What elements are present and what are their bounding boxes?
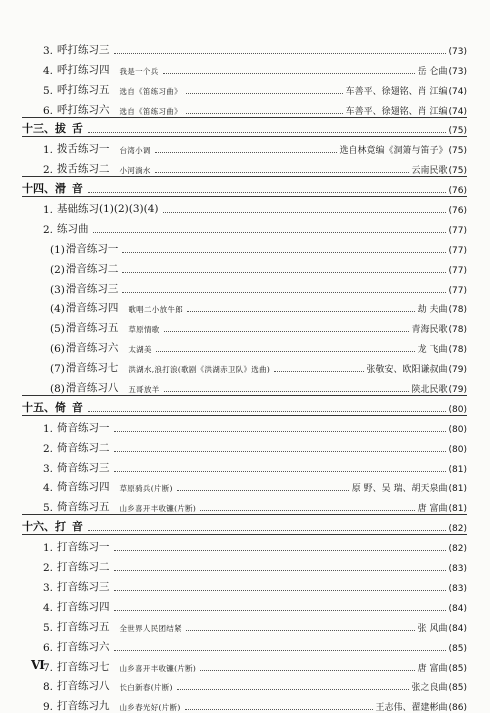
toc-entry[interactable]	[22, 674, 467, 694]
entry-number: (5)	[50, 323, 65, 336]
entry-page: (80)	[448, 424, 467, 435]
toc-entry[interactable]	[22, 136, 467, 156]
entry-number: 2.	[42, 562, 53, 575]
entry-title: 滑音练习四	[65, 302, 119, 315]
entry-page: (73)	[448, 66, 467, 77]
entry-number: 十六、	[22, 520, 55, 534]
entry-number: 6.	[42, 641, 53, 654]
toc-entry[interactable]	[22, 156, 467, 176]
entry-title: 打音练习四	[57, 600, 110, 613]
entry-title: 滑音练习七	[65, 362, 119, 375]
entry-subtitle: 山乡喜开丰收镰(片断)	[119, 504, 197, 514]
entry-number: (1)	[50, 243, 65, 256]
entry-page: (75)	[448, 126, 467, 137]
dot-leader	[200, 510, 414, 511]
entry-number: 2.	[42, 442, 53, 455]
entry-title: 打音练习五	[57, 620, 110, 633]
entry-title: 拔 舌	[55, 122, 84, 136]
entry-page: (83)	[448, 583, 467, 594]
entry-number: 3.	[42, 44, 53, 57]
entry-page: (81)	[448, 484, 467, 495]
dot-leader	[163, 73, 415, 74]
entry-title: 呼打练习六	[57, 103, 110, 116]
entry-page: (77)	[448, 225, 467, 236]
entry-page: (84)	[448, 603, 467, 614]
dot-leader	[88, 132, 446, 133]
entry-number: 4.	[42, 64, 53, 77]
toc-section[interactable]	[22, 117, 467, 137]
entry-number: 6.	[42, 104, 53, 117]
entry-subtitle: 我是一个兵	[119, 66, 159, 76]
entry-title: 滑音练习五	[65, 322, 119, 335]
entry-page: (85)	[448, 663, 467, 674]
dot-leader	[114, 550, 446, 551]
dot-leader	[164, 391, 409, 392]
entry-number: 2.	[42, 223, 53, 236]
entry-page: (80)	[448, 444, 467, 455]
entry-title: 倚音练习一	[57, 421, 110, 434]
entry-page: (79)	[448, 365, 467, 376]
entry-number: 十五、	[22, 400, 55, 414]
dot-leader	[155, 172, 409, 173]
dot-leader	[186, 630, 415, 631]
entry-subtitle: 全世界人民团结紧	[119, 623, 182, 633]
entry-page: (74)	[448, 86, 467, 97]
toc-entry[interactable]	[22, 57, 467, 77]
entry-number: 2.	[42, 164, 53, 177]
entry-credit: 王志伟、翟建彬曲	[375, 703, 448, 713]
entry-credit: 车善平、徐翅铭、肖 江编	[345, 86, 448, 97]
entry-subtitle: 山乡喜开丰收镰(片断)	[119, 663, 197, 673]
entry-number: (6)	[50, 343, 65, 356]
entry-subtitle: 歌唱二小放牛郎	[128, 305, 183, 315]
dot-leader	[114, 451, 446, 452]
entry-title: 倚音练习五	[57, 501, 110, 514]
toc-entry[interactable]	[22, 494, 467, 514]
entry-title: 呼打练习四	[57, 63, 110, 76]
toc-entry[interactable]	[22, 236, 467, 256]
dot-leader	[200, 670, 414, 671]
entry-subtitle: 五哥放羊	[128, 385, 160, 395]
dot-leader	[274, 371, 363, 372]
dot-leader	[122, 272, 445, 273]
entry-credit: 青海民歌	[411, 325, 448, 336]
entry-page: (84)	[448, 623, 467, 634]
entry-title: 打音练习二	[57, 561, 110, 574]
toc-entry[interactable]	[22, 216, 467, 236]
entry-credit: 岳 仑曲	[417, 66, 448, 77]
entry-page: (77)	[448, 285, 467, 296]
entry-number: 5.	[42, 84, 53, 97]
dot-leader	[186, 113, 343, 114]
dot-leader	[114, 590, 446, 591]
table-of-contents	[22, 37, 467, 713]
entry-page: (76)	[448, 206, 467, 217]
entry-title: 倚音练习二	[57, 441, 110, 454]
dot-leader	[114, 471, 446, 472]
entry-page: (82)	[448, 524, 467, 535]
entry-page: (81)	[448, 504, 467, 515]
entry-subtitle: 台湾小调	[119, 146, 151, 156]
entry-title: 倚音练习四	[57, 481, 110, 494]
toc-entry[interactable]	[22, 335, 467, 355]
entry-title: 呼打练习五	[57, 83, 110, 96]
dot-leader	[88, 530, 446, 531]
entry-page: (79)	[448, 385, 467, 396]
dot-leader	[122, 252, 445, 253]
toc-entry[interactable]	[22, 355, 467, 375]
entry-number: (3)	[50, 283, 65, 296]
entry-subtitle: 选自《笛练习曲》	[119, 106, 182, 116]
entry-subtitle: 洪湖水,浪打浪(歌剧《洪湖赤卫队》选曲)	[128, 365, 271, 375]
entry-number: 1.	[42, 422, 53, 435]
entry-title: 拨舌练习二	[57, 163, 110, 176]
dot-leader	[164, 331, 409, 332]
dot-leader	[88, 411, 446, 412]
entry-number: 1.	[42, 542, 53, 555]
entry-page: (83)	[448, 564, 467, 575]
toc-section[interactable]	[22, 514, 467, 534]
entry-title: 倚音练习三	[57, 461, 110, 474]
entry-title: 打音练习八	[57, 680, 110, 693]
entry-subtitle: 太湖美	[128, 345, 152, 355]
entry-credit: 唐 富曲	[417, 504, 448, 515]
entry-number: (4)	[50, 303, 65, 316]
toc-entry[interactable]	[22, 534, 467, 554]
entry-page: (81)	[448, 464, 467, 475]
entry-credit: 云南民歌	[411, 166, 448, 177]
entry-subtitle: 草原情歌	[128, 325, 160, 335]
entry-page: (77)	[448, 265, 467, 276]
dot-leader	[163, 212, 446, 213]
entry-credit: 张 风曲	[417, 623, 448, 634]
dot-leader	[88, 192, 446, 193]
entry-credit: 龙 飞曲	[417, 345, 448, 356]
entry-number: 十四、	[22, 182, 55, 196]
entry-title: 打 音	[55, 520, 84, 534]
entry-page: (76)	[448, 186, 467, 197]
entry-page: (75)	[448, 146, 467, 157]
page-number: Ⅵ	[31, 658, 44, 672]
entry-subtitle: 山乡春光好(片断)	[119, 703, 181, 713]
entry-number: 5.	[42, 502, 53, 515]
entry-title: 滑音练习八	[65, 382, 119, 395]
toc-entry[interactable]	[22, 455, 467, 475]
entry-number: 4.	[42, 601, 53, 614]
dot-leader	[155, 152, 337, 153]
dot-leader	[114, 650, 446, 651]
entry-title: 拨舌练习一	[57, 143, 110, 156]
toc-entry[interactable]	[22, 196, 467, 216]
entry-title: 滑音练习二	[65, 262, 119, 275]
toc-entry[interactable]	[22, 375, 467, 395]
entry-subtitle: 选自《笛练习曲》	[119, 86, 182, 96]
entry-title: 基础练习(1)(2)(3)(4)	[57, 203, 159, 216]
toc-entry[interactable]	[22, 415, 467, 435]
toc-entry[interactable]	[22, 296, 467, 316]
toc-entry[interactable]	[22, 37, 467, 57]
entry-title: 滑音练习一	[65, 242, 119, 255]
toc-entry[interactable]	[22, 614, 467, 634]
entry-title: 打音练习九	[57, 700, 110, 713]
entry-title: 滑音练习六	[65, 342, 119, 355]
entry-credit: 唐 富曲	[417, 663, 448, 674]
entry-subtitle: 草原骑兵(片断)	[119, 484, 173, 494]
entry-page: (85)	[448, 683, 467, 694]
entry-title: 练习曲	[57, 222, 89, 235]
entry-credit: 陕北民歌	[411, 385, 448, 396]
entry-title: 倚 音	[55, 400, 84, 414]
toc-entry[interactable]	[22, 574, 467, 594]
entry-number: (7)	[50, 363, 65, 376]
entry-number: 5.	[42, 621, 53, 634]
entry-page: (80)	[448, 404, 467, 415]
dot-leader	[186, 93, 343, 94]
entry-credit: 劫 夫曲	[417, 305, 448, 316]
dot-leader	[187, 311, 415, 312]
entry-title: 打音练习七	[57, 660, 110, 673]
entry-number: 1.	[42, 144, 53, 157]
entry-page: (78)	[448, 345, 467, 356]
entry-number: 9.	[42, 701, 53, 713]
entry-page: (82)	[448, 544, 467, 555]
entry-page: (78)	[448, 305, 467, 316]
entry-page: (77)	[448, 245, 467, 256]
entry-number: 3.	[42, 581, 53, 594]
toc-entry[interactable]	[22, 594, 467, 614]
dot-leader	[114, 431, 446, 432]
entry-page: (75)	[448, 166, 467, 177]
entry-number: (2)	[50, 263, 65, 276]
toc-section[interactable]	[22, 395, 467, 415]
dot-leader	[114, 610, 446, 611]
entry-credit: 张之良曲	[411, 683, 448, 694]
entry-title: 滑 音	[55, 182, 84, 196]
entry-credit: 选自林竟编《洞箫与笛子》	[339, 146, 448, 157]
toc-entry[interactable]	[22, 77, 467, 97]
entry-title: 滑音练习三	[65, 282, 119, 295]
entry-number: 4.	[42, 482, 53, 495]
toc-entry[interactable]	[22, 97, 467, 117]
entry-credit: 车善平、徐翅铭、肖 江编	[345, 106, 448, 117]
entry-page: (73)	[448, 46, 467, 57]
toc-entry[interactable]	[22, 654, 467, 674]
dot-leader	[177, 490, 349, 491]
toc-entry[interactable]	[22, 276, 467, 296]
entry-number: 1.	[42, 204, 53, 217]
entry-number: 十三、	[22, 122, 55, 136]
dot-leader	[114, 53, 446, 54]
entry-page: (78)	[448, 325, 467, 336]
entry-title: 打音练习一	[57, 541, 110, 554]
entry-title: 打音练习三	[57, 580, 110, 593]
entry-number: 7.	[42, 661, 53, 674]
dot-leader	[156, 351, 415, 352]
entry-title: 呼打练习三	[57, 43, 110, 56]
toc-entry[interactable]	[22, 475, 467, 495]
toc-entry[interactable]	[22, 634, 467, 654]
toc-entry[interactable]	[22, 435, 467, 455]
entry-subtitle: 长白新春(片断)	[119, 683, 173, 693]
entry-page: (86)	[448, 703, 467, 713]
entry-number: 8.	[42, 681, 53, 694]
entry-credit: 原 野、吴 瑞、胡天泉曲	[351, 484, 448, 495]
entry-title: 打音练习六	[57, 640, 110, 653]
entry-credit: 张敬安、欧阳谦叔曲	[366, 365, 448, 376]
entry-subtitle: 小河淌水	[119, 166, 151, 176]
entry-number: 3.	[42, 462, 53, 475]
dot-leader	[114, 570, 446, 571]
toc-entry[interactable]	[22, 315, 467, 335]
toc-entry[interactable]	[22, 554, 467, 574]
toc-entry[interactable]	[22, 693, 467, 713]
entry-page: (85)	[448, 643, 467, 654]
entry-page: (74)	[448, 106, 467, 117]
dot-leader	[122, 292, 445, 293]
toc-entry[interactable]	[22, 256, 467, 276]
dot-leader	[93, 232, 446, 233]
dot-leader	[185, 709, 373, 710]
toc-section[interactable]	[22, 176, 467, 196]
entry-number: (8)	[50, 383, 65, 396]
